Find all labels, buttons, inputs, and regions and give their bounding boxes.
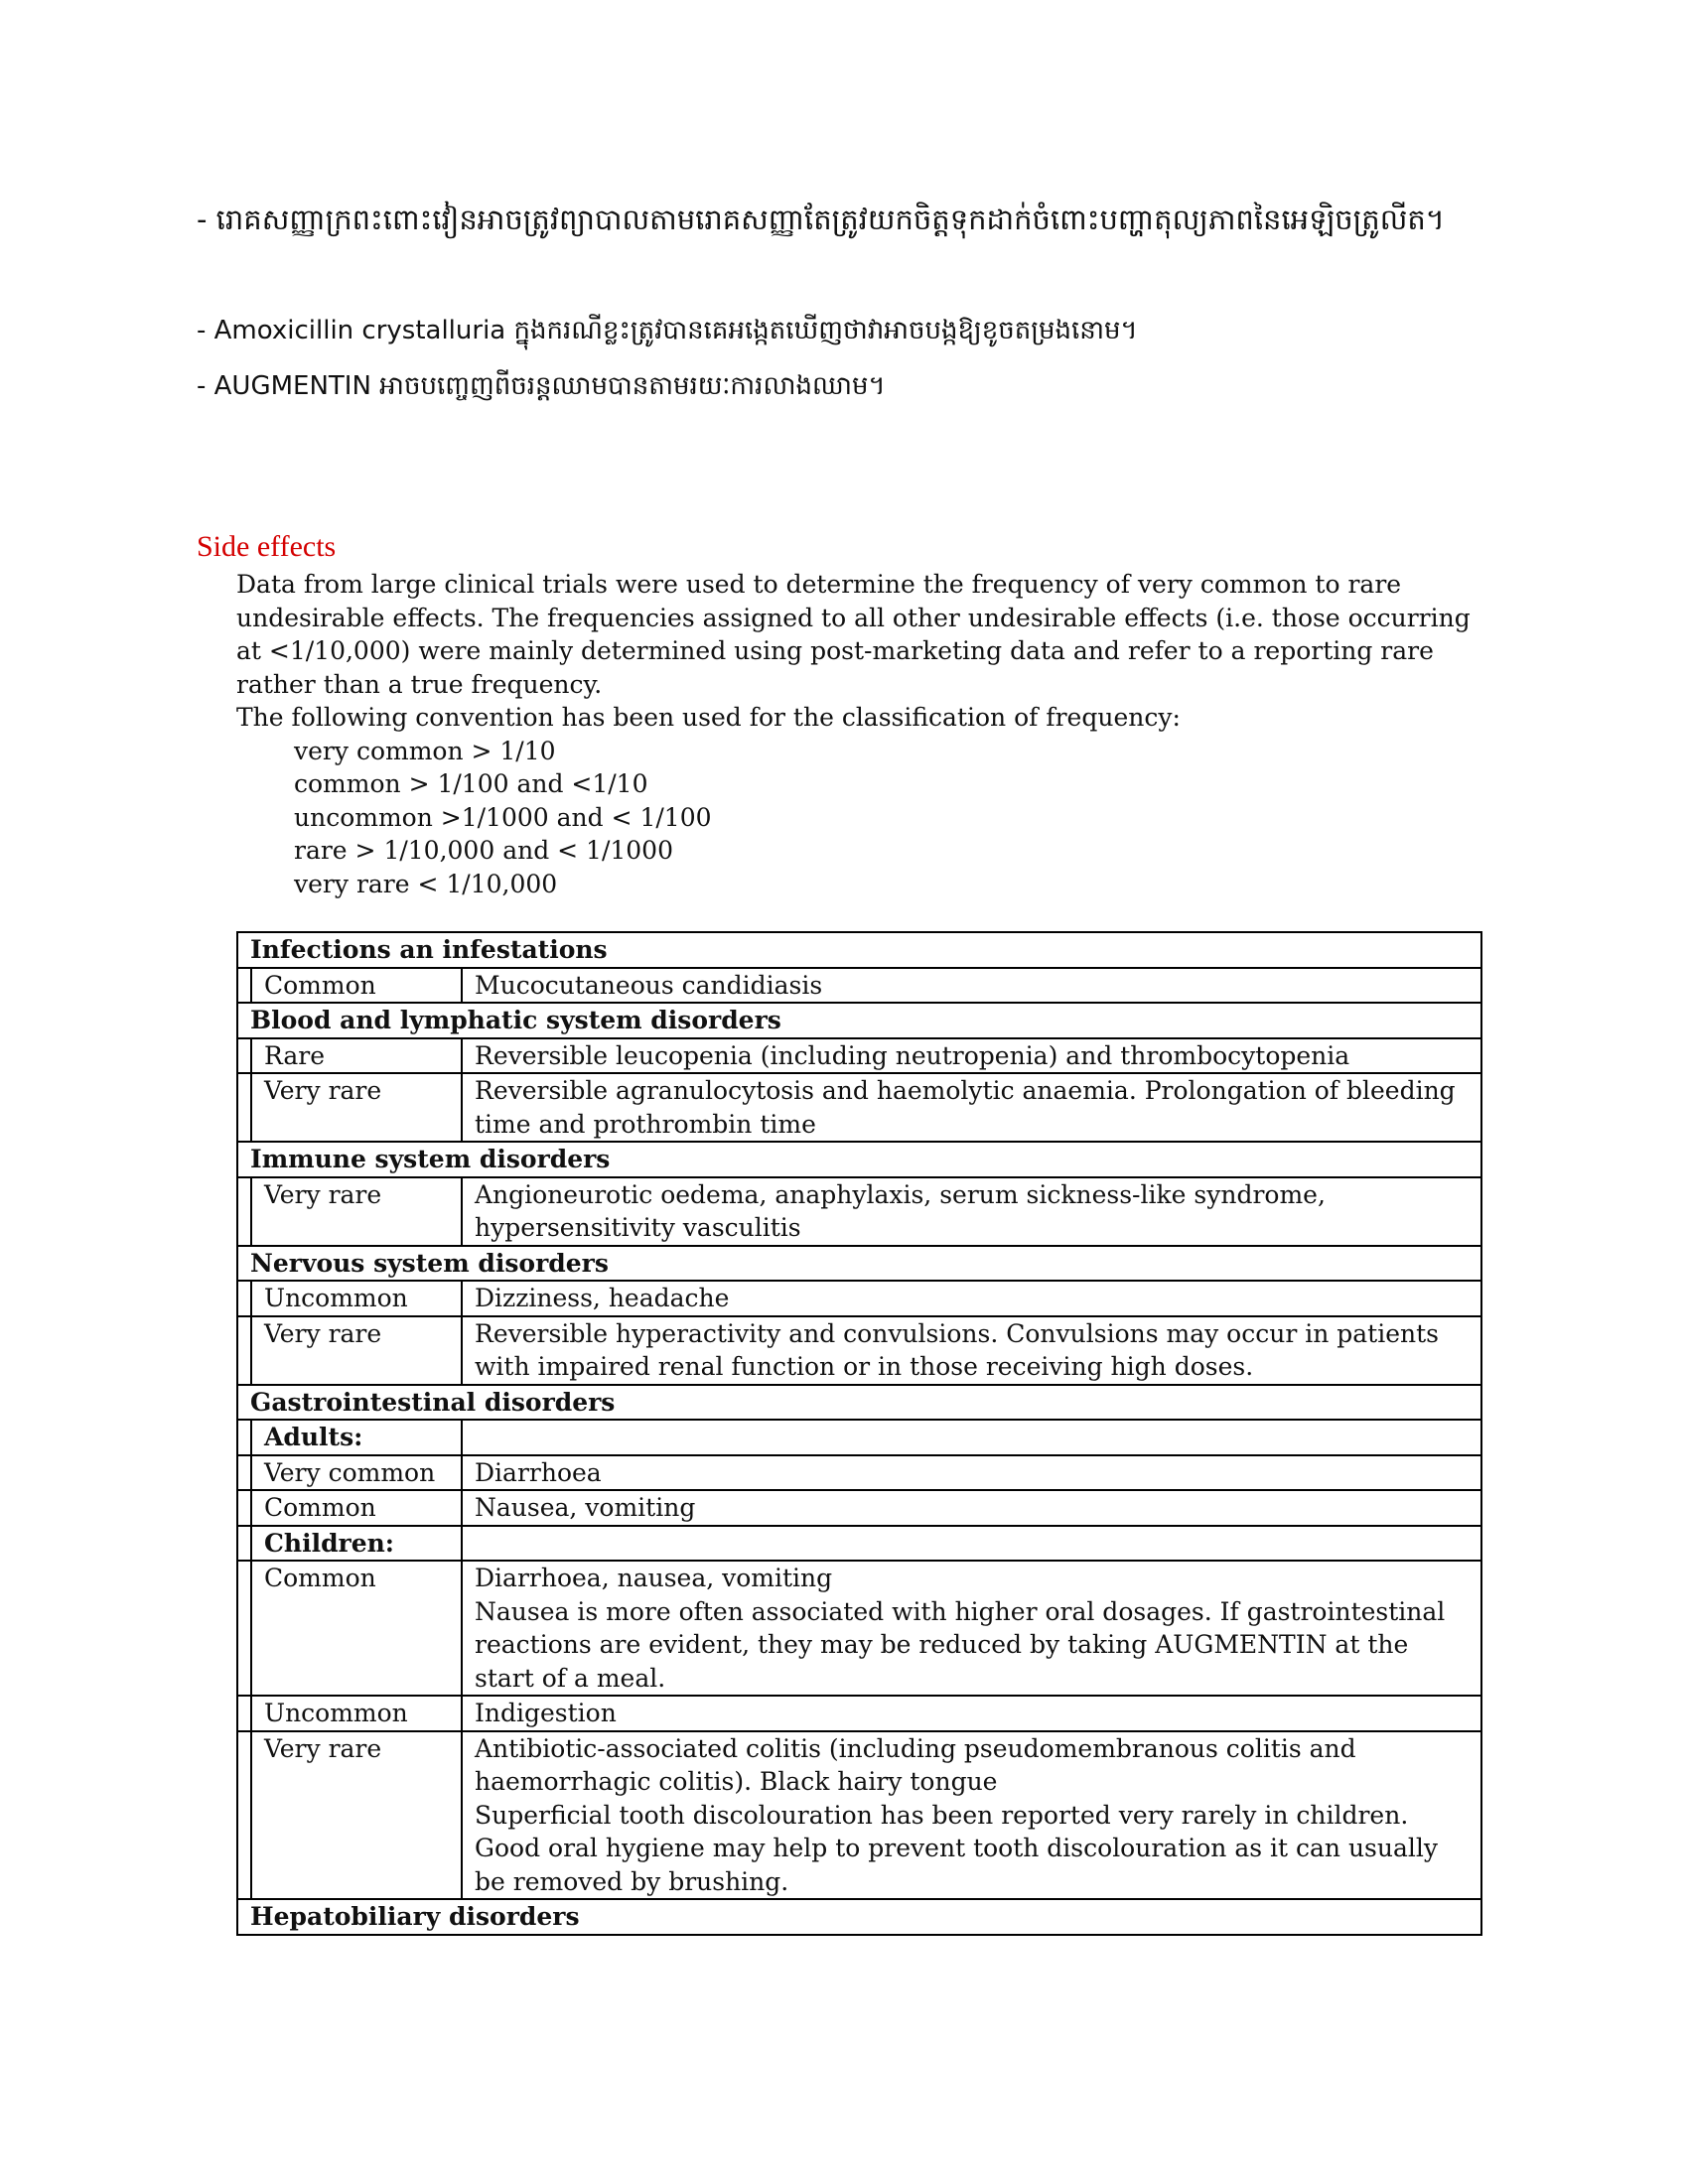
category-label: Blood and lymphatic system disorders bbox=[237, 1003, 1481, 1038]
effect-text: Reversible hyperactivity and convulsions. Convulsions may occur in patients with impaired renal function or in those receiving high doses. bbox=[475, 1318, 1439, 1381]
subgroup-label: Adults: bbox=[251, 1420, 462, 1455]
category-label: Hepatobiliary disorders bbox=[237, 1899, 1481, 1935]
table-row bbox=[237, 1696, 1481, 1731]
frequency-cell: Very common bbox=[251, 1455, 462, 1491]
indent-cell bbox=[237, 1316, 251, 1385]
effect-cell bbox=[462, 1526, 1481, 1562]
frequency-cell: Very rare bbox=[251, 1316, 462, 1385]
effect-cell bbox=[462, 1281, 1481, 1316]
effect-text: Indigestion bbox=[475, 1699, 617, 1727]
effect-text: Diarrhoea, nausea, vomiting bbox=[475, 1564, 833, 1592]
indent-cell bbox=[237, 1420, 251, 1455]
frequency-cell: Uncommon bbox=[251, 1281, 462, 1316]
frequency-cell: Common bbox=[251, 1490, 462, 1526]
effect-text: Nausea is more often associated with higher oral dosages. If gastrointestinal reactions are evident, they may be reduced by taking AUGMENTIN at the start of a meal. bbox=[475, 1596, 1446, 1693]
subgroup-row bbox=[237, 1420, 1481, 1455]
effect-cell bbox=[462, 968, 1481, 1004]
frequency-cell: Very rare bbox=[251, 1731, 462, 1900]
indent-cell bbox=[237, 1561, 251, 1696]
indent-cell bbox=[237, 1281, 251, 1316]
effect-cell bbox=[462, 1038, 1481, 1074]
subgroup-label: Children: bbox=[251, 1526, 462, 1562]
category-row bbox=[237, 1246, 1481, 1282]
effect-cell bbox=[462, 1561, 1481, 1696]
table-row bbox=[237, 1561, 1481, 1696]
convention-heading: The following convention has been used for the classification of frequency: bbox=[236, 703, 1181, 732]
effect-cell bbox=[462, 1073, 1481, 1142]
side-effects-table-body bbox=[237, 932, 1481, 1935]
category-row bbox=[237, 1385, 1481, 1421]
frequency-cell: Very rare bbox=[251, 1177, 462, 1246]
convention-item: rare > 1/10,000 and < 1/1000 bbox=[294, 836, 673, 865]
category-label: Nervous system disorders bbox=[237, 1246, 1481, 1282]
convention-item: common > 1/100 and <1/10 bbox=[294, 769, 648, 798]
effect-text: Reversible agranulocytosis and haemolytic anaemia. Prolongation of bleeding time and prothrombin time bbox=[475, 1076, 1456, 1139]
effect-text: Angioneurotic oedema, anaphylaxis, serum sickness-like syndrome, hypersensitivity vasculitis bbox=[475, 1179, 1326, 1242]
table-row bbox=[237, 1490, 1481, 1526]
effect-cell bbox=[462, 1177, 1481, 1246]
khmer-line-2: - Amoxicillin crystalluria ក្នុងករណីខ្លះត្រូវបានគេអង្កេតឃើញថាវាអាចបង្កឱ្យខូចតម្រងនោម។ bbox=[197, 316, 1138, 345]
effect-text: Mucocutaneous candidiasis bbox=[475, 970, 823, 1000]
indent-cell bbox=[237, 1038, 251, 1074]
effect-text: Superficial tooth discolouration has been reported very rarely in children. Good oral hygiene may help to prevent tooth discolouration as it can usually be removed by brushing. bbox=[475, 1800, 1439, 1896]
frequency-cell: Very rare bbox=[251, 1073, 462, 1142]
effect-cell bbox=[462, 1316, 1481, 1385]
category-label: Gastrointestinal disorders bbox=[237, 1385, 1481, 1421]
category-label: Infections an infestations bbox=[237, 932, 1481, 968]
indent-cell bbox=[237, 1455, 251, 1491]
frequency-cell: Common bbox=[251, 968, 462, 1004]
frequency-cell: Rare bbox=[251, 1038, 462, 1074]
convention-item: uncommon >1/1000 and < 1/100 bbox=[294, 802, 712, 832]
effect-text: Diarrhoea bbox=[475, 1457, 602, 1487]
section-title: Side effects bbox=[197, 530, 337, 563]
intro-paragraph: Data from large clinical trials were used to determine the frequency of very common to rare undesirable effects. The frequencies assigned to all other undesirable effects (i.e. those occurring at <1/10,000) were mainly determined using post-marketing data and refer to a reporting rare rather than a true frequency. bbox=[236, 570, 1471, 699]
category-label: Immune system disorders bbox=[237, 1142, 1481, 1177]
table-row bbox=[237, 1316, 1481, 1385]
table-row bbox=[237, 1177, 1481, 1246]
effect-cell bbox=[462, 1490, 1481, 1526]
category-row bbox=[237, 1003, 1481, 1038]
indent-cell bbox=[237, 1490, 251, 1526]
table-row bbox=[237, 1455, 1481, 1491]
table-row bbox=[237, 1731, 1481, 1900]
effect-text: Reversible leucopenia (including neutropenia) and thrombocytopenia bbox=[475, 1040, 1350, 1070]
indent-cell bbox=[237, 968, 251, 1004]
table-row bbox=[237, 1073, 1481, 1142]
table-row bbox=[237, 1038, 1481, 1074]
effect-cell bbox=[462, 1696, 1481, 1731]
frequency-cell: Uncommon bbox=[251, 1696, 462, 1731]
intro-text bbox=[236, 568, 1477, 900]
khmer-line-3: - AUGMENTIN អាចបញ្ចេញពីចរន្តឈាមបានតាមរយៈការលាងឈាម។ bbox=[197, 371, 886, 401]
effect-cell bbox=[462, 1455, 1481, 1491]
indent-cell bbox=[237, 1526, 251, 1562]
indent-cell bbox=[237, 1731, 251, 1900]
effect-cell bbox=[462, 1420, 1481, 1455]
side-effects-table bbox=[236, 931, 1482, 1936]
convention-item: very rare < 1/10,000 bbox=[294, 869, 558, 898]
frequency-cell: Common bbox=[251, 1561, 462, 1696]
frequency-convention-list bbox=[236, 735, 1477, 901]
category-row bbox=[237, 932, 1481, 968]
table-row bbox=[237, 968, 1481, 1004]
indent-cell bbox=[237, 1177, 251, 1246]
indent-cell bbox=[237, 1073, 251, 1142]
subgroup-row bbox=[237, 1526, 1481, 1562]
effect-text: Dizziness, headache bbox=[475, 1284, 730, 1312]
effect-text: Antibiotic-associated colitis (including pseudomembranous colitis and haemorrhagic colitis). Black hairy tongue bbox=[475, 1733, 1356, 1796]
category-row bbox=[237, 1899, 1481, 1935]
convention-item: very common > 1/10 bbox=[294, 736, 556, 765]
category-row bbox=[237, 1142, 1481, 1177]
khmer-line-1: - រោគសញ្ញាក្រពះពោះវៀនអាចត្រូវព្យាបាលតាមរោគសញ្ញាតែត្រូវយកចិត្តទុកដាក់ចំពោះបញ្ហាតុល្យភាពនៃអេឡិចត្រូលីត។ bbox=[197, 203, 1445, 236]
effect-text: Nausea, vomiting bbox=[475, 1493, 696, 1522]
table-row bbox=[237, 1281, 1481, 1316]
indent-cell bbox=[237, 1696, 251, 1731]
effect-cell bbox=[462, 1731, 1481, 1900]
